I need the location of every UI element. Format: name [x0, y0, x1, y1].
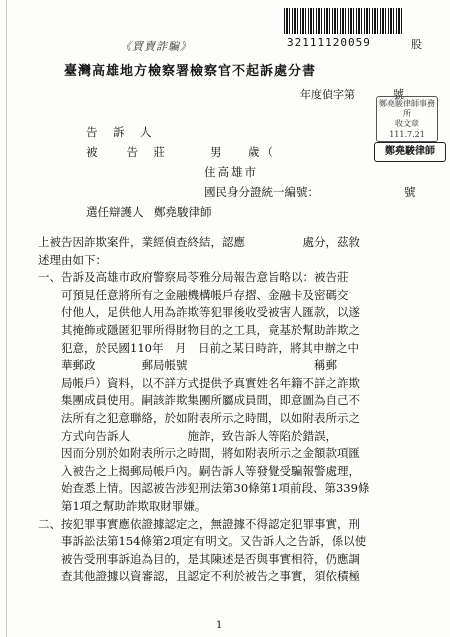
- text-line: 犯意，於民國110年 月 日前之某日時許，將其申辦之中: [38, 340, 359, 355]
- text-line: 因而分別於如附表所示之時間，將如附表所示之金額款項匯: [38, 446, 360, 461]
- text-line: 局帳戶）資料，以不詳方式提供予真實姓名年籍不詳之詐欺: [38, 375, 360, 390]
- barcode-number: 32111120059: [287, 36, 371, 49]
- text-line: 查其他證據以資審認，且認定不利於被告之事實，須依積極: [38, 569, 360, 584]
- text-line: 一、告訴及高雄市政府警察局苓雅分局報告意旨略以：被告莊: [38, 270, 349, 285]
- defendant-age-label: 歲（: [248, 145, 275, 159]
- barcode: [284, 8, 402, 34]
- text-line: 事訴訟法第154條第2項定有明文。又告訴人之告訴，係以使: [38, 534, 367, 549]
- lawyer-seal: 鄭堯駿律師: [374, 142, 446, 162]
- text-line: 方式向告訴人 施詐，致告訴人等陷於錯誤，: [38, 428, 337, 443]
- page-number: 1: [216, 620, 223, 631]
- scan-margin-line: [6, 0, 7, 637]
- text-line: 述理由如下：: [38, 252, 107, 267]
- text-line: 被告受刑事訴追為目的，是其陳述是否與事實相符，仍應調: [38, 551, 360, 566]
- text-line: 上被告因詐欺案件，業經偵查終結，認應 處分，茲敘: [38, 235, 360, 249]
- text-line: 其掩飾或隱匿犯罪所得財物目的之工具，竟基於幫助詐欺之: [38, 322, 360, 337]
- text-line: 入被告之上揭郵局帳戶內。嗣告訴人等發覺受騙報警處理，: [38, 463, 360, 478]
- text-line: 法所有之犯意聯絡，於如附表所示之時間，以如附表所示之: [38, 410, 360, 425]
- body-paragraphs: [38, 234, 369, 586]
- id-label: 國民身分證統一編號：: [204, 185, 319, 199]
- counsel-label: 選任辯護人: [86, 205, 144, 219]
- text-line: 可預見任意將所有之金融機構帳戶存摺、金融卡及密碼交: [38, 287, 349, 302]
- docno-suffix: 號: [393, 88, 404, 101]
- text-line: 華郵政 郵局帳號 稱郵: [38, 358, 337, 373]
- id-suffix: 號: [404, 185, 418, 199]
- complainant-label: 告 訴 人: [86, 125, 154, 139]
- stamp-line1: 鄭堯駿律師事務所: [379, 99, 435, 118]
- docno-prefix: 年度偵字第: [300, 88, 355, 101]
- received-stamp: [376, 96, 438, 142]
- text-line: 第1項之幫助詐欺取財罪嫌。: [38, 498, 207, 513]
- text-line: 集團成員使用。嗣該詐欺集團所屬成員間，即意圖為自己不: [38, 393, 360, 408]
- defendant-residence: 住高雄市: [204, 165, 258, 179]
- defendant-label: 被 告 莊: [86, 145, 167, 159]
- text-line: 始查悉上情。因認被告涉犯刑法第30條第1項前段、第339條: [38, 481, 370, 496]
- handwritten-note: 《買賣詐騙》: [120, 40, 192, 53]
- text-line: 付他人，足供他人用為詐欺等犯罪後收受被害人匯款，以遂: [38, 305, 360, 320]
- counsel-name: 鄭堯駿律師: [154, 205, 212, 219]
- barcode-suffix: 股: [411, 38, 422, 51]
- stamp-line2: 收文章: [395, 119, 419, 128]
- document-title: 臺灣高雄地方檢察署檢察官不起訴處分書: [64, 64, 317, 79]
- stamp-date: 111.7.21: [389, 130, 425, 139]
- defendant-gender: 男: [210, 145, 224, 159]
- text-line: 二、按犯罪事實應依證據認定之，無證據不得認定犯罪事實，刑: [38, 516, 360, 531]
